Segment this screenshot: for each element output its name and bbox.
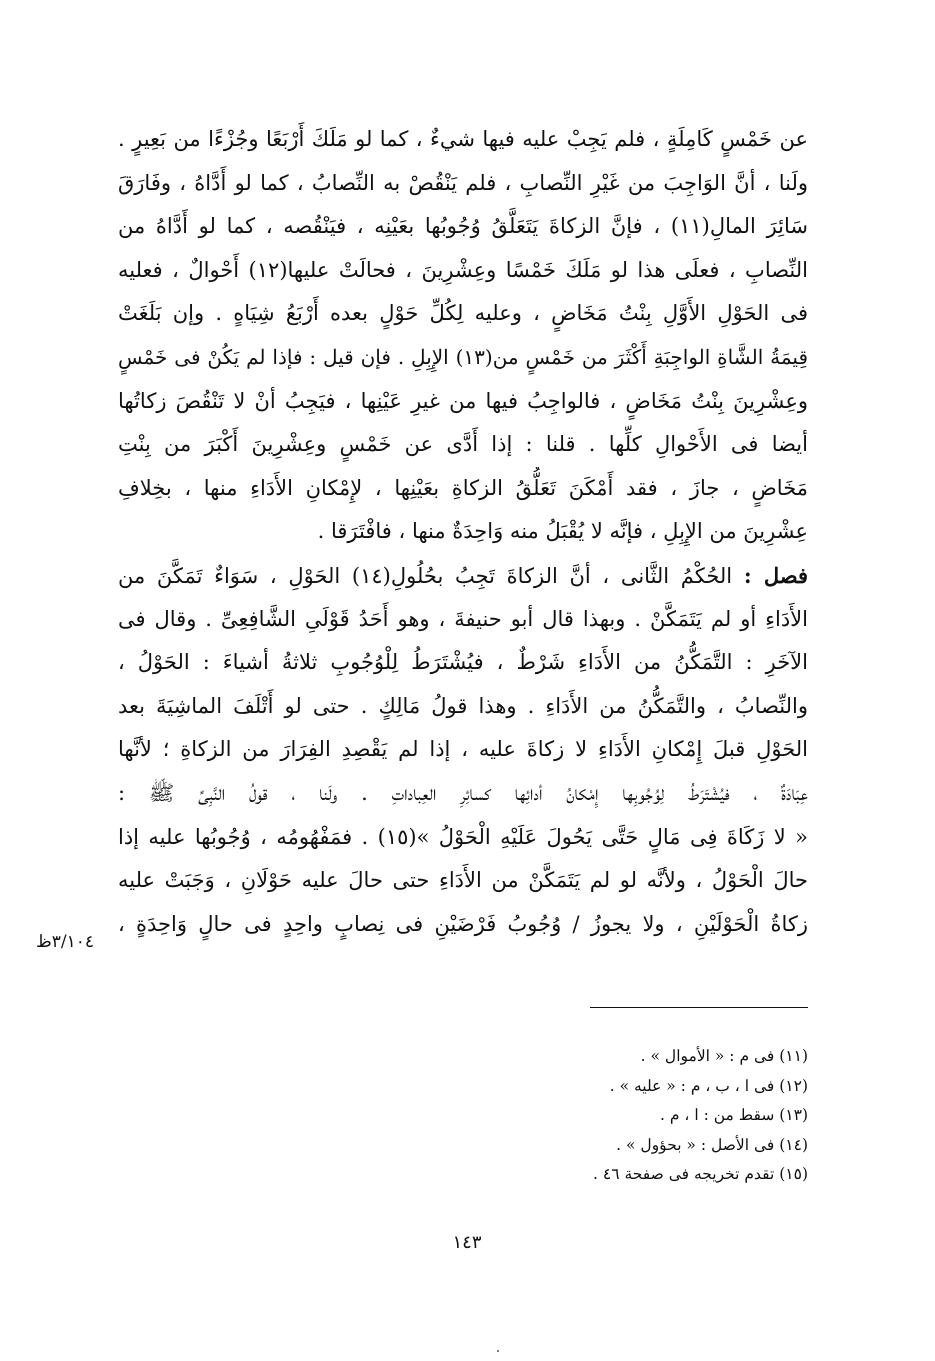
footnotes xyxy=(300,1042,808,1190)
text-line-10: عِشْرِينَ من الإِبِلِ ، فإنَّه لا يُقْبَلُ منه وَاحِدَةٌ منها ، فافْتَرَقا . xyxy=(317,519,808,544)
text-line-6: قِيمَةُ الشَّاةِ الواجِبَةِ أَكْثَرَ من خَمْسٍ من(١٣) الإِبِلِ . فإن قيل : فإذا لم يَكُنْ فى خَمْسٍ xyxy=(118,344,808,369)
text-line-15: الحَوْلِ قبلَ إِمْكانِ الأَدَاءِ لا زكاةَ عليه ، إذا لم يَقْصِدِ الفِرَارَ من الزكاةِ ؛ لأنَّها xyxy=(118,737,808,762)
footnote-15: (١٥) تقدم تخريجه فى صفحة ٤٦ . xyxy=(593,1165,808,1183)
text-line-7: وعِشْرِينَ بِنْتُ مَخَاضٍ ، فالواجِبُ فيها من غيرِ عَيْنِها ، فيَجِبُ أنْ لا تَنْقُصَ زكاتُها xyxy=(118,388,808,413)
text-line-11-content: الحُكْمُ الثَّانى ، أنَّ الزكاةَ تَجِبُ بحُلُولِ(١٤) الحَوْلِ ، سَوَاءٌ تَمَكَّنَ من xyxy=(118,563,733,588)
text-line-16: عِبَادَةٌ ، فيُشْتَرَطُ لِوُجُوبِها إِمْكانُ أدائِها كسائِرِ العِباداتِ . ولَنا ، قولُ النَّبِىِّ ﷺ : xyxy=(118,780,808,805)
text-line-8: أيضا فى الأَحْوالِ كلِّها . قلنا : إذا أَدَّى عن خَمْسٍ وعِشْرِينَ أَكْبَرَ من بِنْتِ xyxy=(118,432,808,457)
scan-speck xyxy=(497,1350,499,1352)
text-line-3: سَائِرَ المالِ(١١) ، فإنَّ الزكاةَ يَتَعَلَّقُ وُجُوبُها بعَيْنِه ، فيَنْقُصه ، كما لو أَدَّاهُ من xyxy=(118,214,808,239)
footnote-12: (١٢) فى ا ، ب ، م : « عليه » . xyxy=(609,1076,808,1095)
footnote-11: (١١) فى م : « الأموال » . xyxy=(640,1047,808,1065)
text-line-12: الأَدَاءِ أو لم يَتَمَكَّنْ . وبهذا قال أبو حنيفةَ ، وهو أَحَدُ قَوْلَىِ الشَّافِعِىِّ . وقال فى xyxy=(118,606,808,631)
text-line-19: زكاةُ الْحَوْلَيْنِ ، ولا يجوزُ / وُجُوبُ فَرْضَيْنِ فى نِصابٍ واحِدٍ فى حالٍ وَاحِدَةٍ ، xyxy=(118,911,808,936)
text-line-5: فى الحَوْلِ الأَوَّلِ بِنْتُ مَخَاضٍ ، وعليه لِكُلِّ حَوْلٍ بعده أَرْبَعُ شِيَاهٍ . وإن بَلَغَتْ xyxy=(118,301,808,326)
main-text xyxy=(118,118,808,946)
manuscript-folio-reference: ٣/١٠٤ظ xyxy=(36,932,94,952)
text-line-14: والنِّصابُ ، والتَّمَكُّنُ من الأَدَاءِ . وهذا قولُ مَالِكٍ . حتى لو أَتْلَفَ الماشِيَةَ بعد xyxy=(118,693,808,718)
text-line-2: ولَنا ، أنَّ الوَاجِبَ من غَيْرِ النِّصابِ ، فلم يَنْقُصْ به النِّصابُ ، كما لو أَدَّاهُ ، وفَارَقَ xyxy=(118,170,808,195)
text-line-11 xyxy=(118,554,808,598)
text-line-4: النِّصابِ ، فعلَى هذا لو مَلَكَ خَمْسًا وعِشْرِينَ ، فحالَتْ عليها(١٢) أَحْوالٌ ، فعليه xyxy=(118,257,808,282)
text-line-9: مَخَاضٍ ، جازَ ، فقد أَمْكَنَ تَعَلُّقُ الزكاةِ بعَيْنِها ، لإِمْكانِ الأَدَاءِ منها ، بخِلافِ xyxy=(118,475,808,500)
text-line-1: عن خَمْسٍ كَامِلَةٍ ، فلم يَجِبْ عليه فيها شيءٌ ، كما لو مَلَكَ أَرْبَعًا وجُزْءًا من بَعِيرٍ . xyxy=(118,127,808,151)
footnote-13: (١٣) سقط من : ا ، م . xyxy=(660,1106,808,1124)
section-label: فصل : xyxy=(743,562,808,588)
footnote-14: (١٤) فى الأصل : « بحؤول » . xyxy=(616,1135,808,1154)
text-line-18: حالَ الْحَوْلُ ، ولأنَّه لو لم يَتَمَكَّنْ من الأَدَاءِ حتى حالَ عليه حَوْلَانِ ، وَجَبَتْ عليه xyxy=(118,868,808,893)
footnote-separator xyxy=(590,1007,808,1008)
page-number: ١٤٣ xyxy=(452,1232,482,1253)
text-line-13: الآخَرِ : التَّمَكُّنُ من الأَدَاءِ شَرْطٌ ، فيُشْتَرَطُ لِلْوُجُوبِ ثلاثةُ أشياءَ : الحَوْلُ ، xyxy=(118,650,808,675)
text-line-17: « لا زَكَاةَ فِى مَالٍ حَتَّى يَحُولَ عَلَيْهِ الْحَوْلُ »(١٥) . فمَفْهُومُه ، وُجُوبُها عليه إذا xyxy=(118,824,808,849)
